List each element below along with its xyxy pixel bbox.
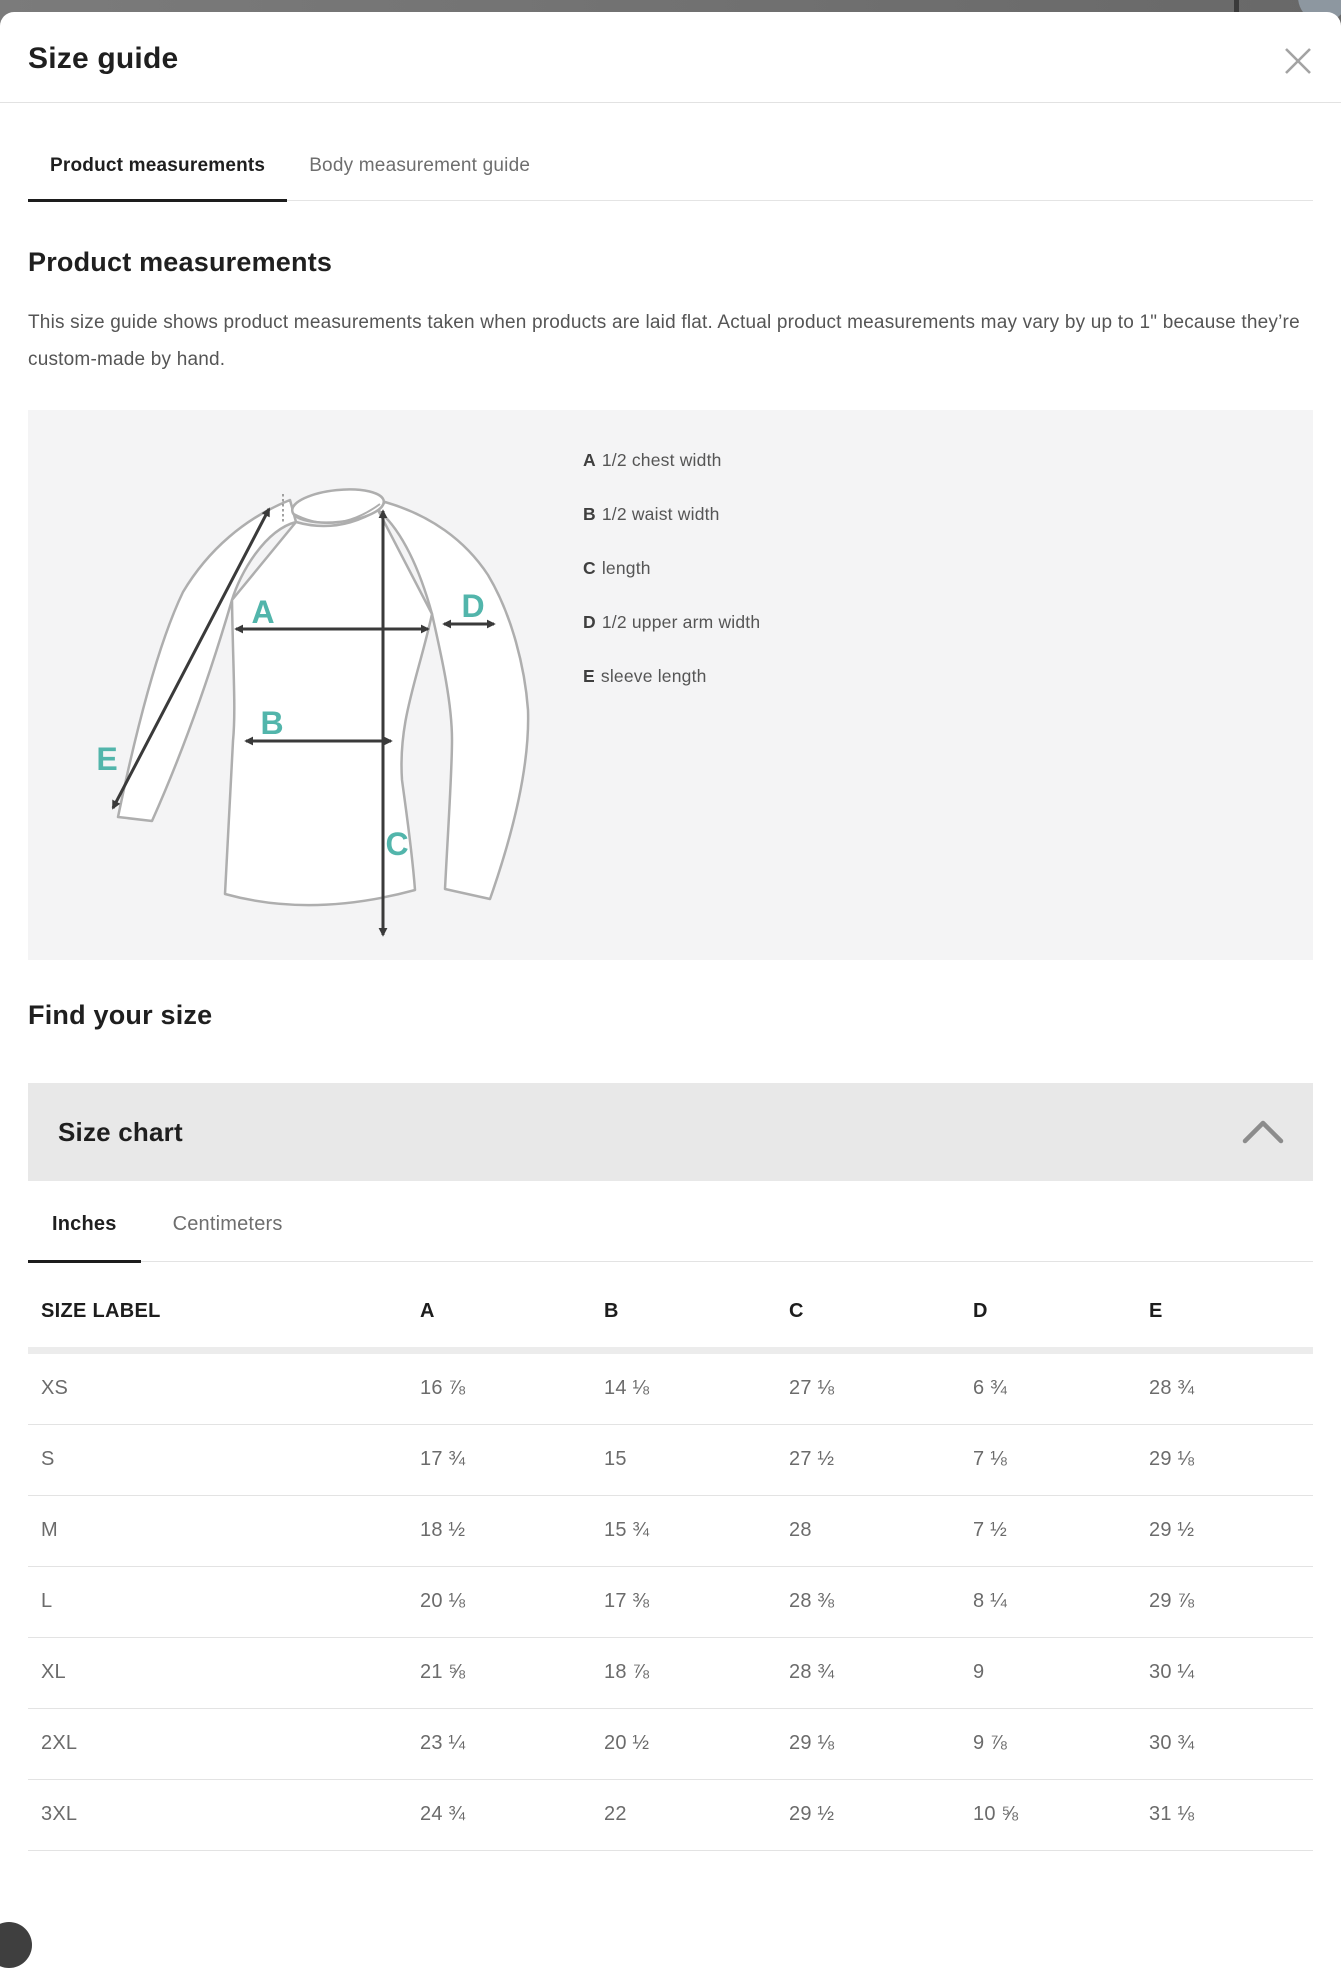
corner-widget-fragment bbox=[0, 1922, 32, 1968]
shirt-measurement-diagram bbox=[40, 410, 580, 960]
size-guide-modal bbox=[0, 12, 1341, 1939]
measurement-cell: 7 ⅛ bbox=[973, 1425, 1149, 1496]
legend-item-E bbox=[583, 666, 760, 687]
table-header-row bbox=[28, 1262, 1313, 1351]
size-label-cell: L bbox=[28, 1567, 420, 1638]
measurement-cell: 20 ½ bbox=[604, 1709, 789, 1780]
find-your-size-heading: Find your size bbox=[28, 1000, 213, 1030]
col-B: B bbox=[604, 1262, 789, 1351]
measurement-cell: 15 ¾ bbox=[604, 1496, 789, 1567]
measurement-cell: 28 ¾ bbox=[789, 1638, 973, 1709]
legend-label: length bbox=[601, 558, 651, 578]
col-size-label: SIZE LABEL bbox=[28, 1262, 420, 1351]
measurement-cell: 17 ¾ bbox=[420, 1425, 604, 1496]
legend-item-C bbox=[583, 558, 760, 579]
measurement-cell: 27 ⅛ bbox=[789, 1351, 973, 1425]
measurement-cell: 30 ¾ bbox=[1149, 1709, 1313, 1780]
measurement-cell: 18 ⅞ bbox=[604, 1638, 789, 1709]
measurement-cell: 6 ¾ bbox=[973, 1351, 1149, 1425]
size-label-cell: XL bbox=[28, 1638, 420, 1709]
table-row-s bbox=[28, 1425, 1313, 1496]
table-row-3xl bbox=[28, 1780, 1313, 1851]
measurement-cell: 9 ⅞ bbox=[973, 1709, 1149, 1780]
size-chart-collapse-header[interactable] bbox=[28, 1083, 1313, 1181]
measurement-cell: 20 ⅛ bbox=[420, 1567, 604, 1638]
diagram-label-C: C bbox=[385, 826, 409, 862]
measurement-cell: 15 bbox=[604, 1425, 789, 1496]
size-label-cell: XS bbox=[28, 1351, 420, 1425]
legend-key: C bbox=[583, 558, 596, 578]
measurement-cell: 16 ⅞ bbox=[420, 1351, 604, 1425]
chevron-up-icon[interactable] bbox=[1239, 1117, 1287, 1147]
measurement-cell: 7 ½ bbox=[973, 1496, 1149, 1567]
measurement-cell: 8 ¼ bbox=[973, 1567, 1149, 1638]
tab-inches[interactable]: Inches bbox=[28, 1211, 141, 1263]
size-label-cell: 3XL bbox=[28, 1780, 420, 1851]
measurement-cell: 29 ⅛ bbox=[1149, 1425, 1313, 1496]
measurement-cell: 14 ⅛ bbox=[604, 1351, 789, 1425]
modal-title: Size guide bbox=[28, 42, 179, 75]
measurement-cell: 28 bbox=[789, 1496, 973, 1567]
size-chart-title: Size chart bbox=[58, 1116, 183, 1147]
close-icon bbox=[1281, 44, 1315, 78]
col-A: A bbox=[420, 1262, 604, 1351]
measurement-cell: 29 ½ bbox=[789, 1780, 973, 1851]
col-C: C bbox=[789, 1262, 973, 1351]
legend-item-B bbox=[583, 504, 760, 525]
measurement-cell: 22 bbox=[604, 1780, 789, 1851]
tab-centimeters[interactable]: Centimeters bbox=[149, 1211, 307, 1263]
section-description: This size guide shows product measurements taken when products are laid flat. Actual product measurements may vary by up to 1" because they’re custom-made by hand. bbox=[28, 312, 1300, 370]
modal-header bbox=[0, 12, 1341, 103]
close-button[interactable] bbox=[1281, 44, 1315, 78]
unit-tabs bbox=[28, 1211, 1313, 1262]
measurement-cell: 30 ¼ bbox=[1149, 1638, 1313, 1709]
measurement-cell: 24 ¾ bbox=[420, 1780, 604, 1851]
legend-label: 1/2 upper arm width bbox=[601, 612, 761, 632]
tab-product-measurements[interactable]: Product measurements bbox=[28, 145, 287, 202]
table-row-l bbox=[28, 1567, 1313, 1638]
table-row-xs bbox=[28, 1351, 1313, 1425]
legend-key: B bbox=[583, 504, 596, 524]
measurement-cell: 9 bbox=[973, 1638, 1149, 1709]
measurement-cell: 18 ½ bbox=[420, 1496, 604, 1567]
measurement-cell: 31 ⅛ bbox=[1149, 1780, 1313, 1851]
tab-body-measurement-guide[interactable]: Body measurement guide bbox=[287, 145, 552, 202]
measurement-cell: 17 ⅜ bbox=[604, 1567, 789, 1638]
diagram-label-A: A bbox=[251, 594, 275, 630]
legend-key: A bbox=[583, 450, 596, 470]
measurement-cell: 23 ¼ bbox=[420, 1709, 604, 1780]
measurement-cell: 28 ⅜ bbox=[789, 1567, 973, 1638]
size-label-cell: S bbox=[28, 1425, 420, 1496]
diagram-legend bbox=[583, 450, 760, 720]
size-chart-table bbox=[28, 1262, 1313, 1851]
measurement-cell: 27 ½ bbox=[789, 1425, 973, 1496]
legend-item-D bbox=[583, 612, 760, 633]
measurement-cell: 29 ½ bbox=[1149, 1496, 1313, 1567]
col-D: D bbox=[973, 1262, 1149, 1351]
guide-tabs bbox=[28, 145, 1313, 201]
measurement-cell: 10 ⅝ bbox=[973, 1780, 1149, 1851]
measurement-cell: 28 ¾ bbox=[1149, 1351, 1313, 1425]
diagram-label-D: D bbox=[461, 588, 485, 624]
size-label-cell: 2XL bbox=[28, 1709, 420, 1780]
legend-label: sleeve length bbox=[600, 666, 707, 686]
size-label-cell: M bbox=[28, 1496, 420, 1567]
legend-key: E bbox=[583, 666, 595, 686]
legend-label: 1/2 waist width bbox=[601, 504, 720, 524]
legend-label: 1/2 chest width bbox=[601, 450, 722, 470]
legend-key: D bbox=[583, 612, 596, 632]
measurement-cell: 21 ⅝ bbox=[420, 1638, 604, 1709]
diagram-label-B: B bbox=[260, 705, 284, 741]
legend-item-A bbox=[583, 450, 760, 471]
table-row-xl bbox=[28, 1638, 1313, 1709]
table-row-2xl bbox=[28, 1709, 1313, 1780]
measurement-diagram-panel bbox=[28, 410, 1313, 960]
table-row-m bbox=[28, 1496, 1313, 1567]
diagram-label-E: E bbox=[96, 741, 118, 777]
measurement-cell: 29 ⅞ bbox=[1149, 1567, 1313, 1638]
measurement-cell: 29 ⅛ bbox=[789, 1709, 973, 1780]
section-heading: Product measurements bbox=[28, 247, 333, 277]
col-E: E bbox=[1149, 1262, 1313, 1351]
